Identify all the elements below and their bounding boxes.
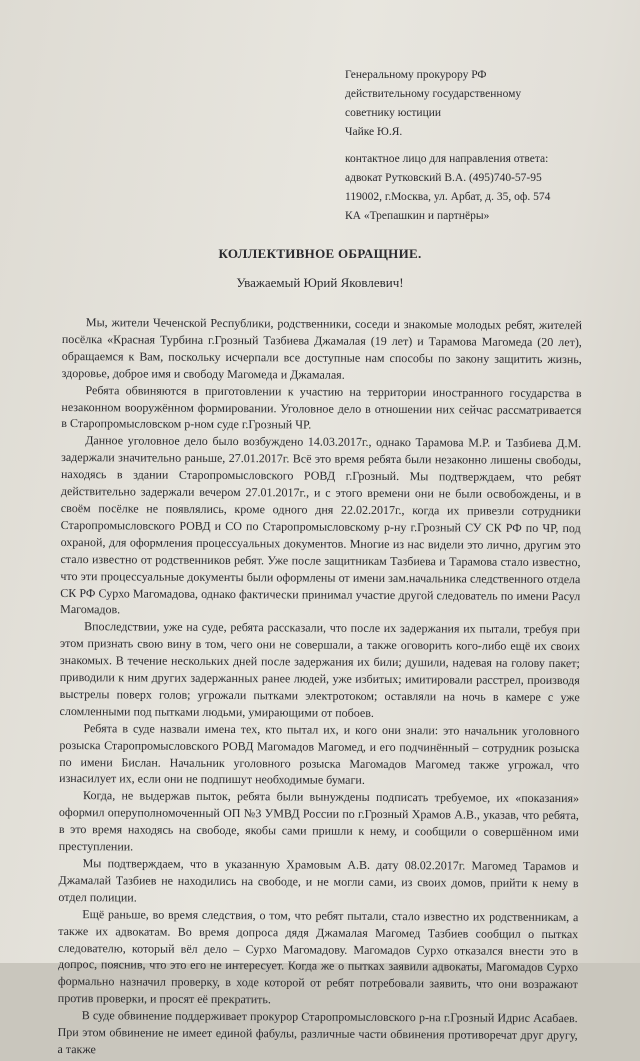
contact-line: КА «Трепашкин и партнёры» <box>345 210 490 222</box>
greeting: Уважаемый Юрий Яковлевич! <box>236 275 404 290</box>
addressee-line: Чайке Ю.Я. <box>345 126 403 138</box>
addressee-block <box>345 66 625 142</box>
contact-line: адвокат Рутковский В.А. (495)740-57-95 <box>345 172 542 184</box>
addressee-line: Генеральному прокурору РФ <box>345 69 487 81</box>
contact-line: 119002, г.Москва, ул. Арбат, д. 35, оф. 574 <box>345 191 551 203</box>
contact-block <box>345 150 630 226</box>
body-paragraph: Ребята в суде назвали имена тех, кто пытал их, и кого они знали: это начальник уголовного розыска Старопромысловского РОВД Магомадов Магомед, и его подчинённый – сотрудник розыска по имени Бислан. Начальник уголовного розыска Магомадов Магомед также угрожал, что изнасилует их, если они не подпишут необходимые бумаги. <box>59 720 580 788</box>
contact-line: контактное лицо для направления ответа: <box>345 153 549 165</box>
body-paragraph: В суде обвинение поддерживает прокурор Старопромысловского р-на г.Грозный Идрис Асабаев. При этом обвинение не имеет единой фабулы, различные части обвинения противоречат друг другу, а также <box>57 1008 578 1057</box>
body-paragraph: Ребята обвиняются в приготовлении к участию на территории иностранного государства в незаконном вооружённом формировании. Уголовное дело в отношении них сейчас рассматривается в Старопромысловском р-ном суде г.Грозный ЧР. <box>61 382 582 432</box>
body-paragraph: Данное уголовное дело было возбуждено 14.03.2017г., однако Тарамова М.Р. и Тазбиева Д.М. задержали значительно раньше, 27.01.2017г. Всё это время ребята были незаконно лишены свободы, находясь в здании Старопромысловского РОВД г.Грозный. Мы подтверждаем, что ребят действительно задержали вечером 27.01.2017г., и с этого времени они не были освобождены, и в своём посёлке не появлялись, кроме одного дня 22.02.2017г., когда их привезли сотрудники Старопромысловского РОВД и СО по Старопромысловскому р-ну г.Грозный СУ СК РФ по ЧР, под охраной, для оформления процессуальных документов. Многие из нас видели это лично, другим это стало известно от родственников ребят. Уже после защитникам Тазбиева и Тарамова стало известно, что эти процессуальные документы были оформлены от имени зам.начальника следственного отдела СК РФ Сурхо Магомадова, однако фактически принимал участие другой следователь по имени Расул Магомадов. <box>60 433 582 617</box>
body-paragraph: Ещё раньше, во время следствия, о том, что ребят пытали, стало известно их родственникам, а также их адвокатам. Во время допроса дядя Джамалая Магомед Тазбиев сообщил о пытках следователю, который вёл дело – Сурхо Магомадову. Магомадов Сурхо отказался внести это в допрос, пояснив, что это его не интересует. Когда же о пытках заявили адвокаты, Магомадов Сурхо формально назначил проверку, в ходе которой от ребят потребовали заявить, что они возражают против проверки, и просят её прекратить. <box>57 906 579 1007</box>
addressee-line: действительному государственному <box>345 88 522 100</box>
letter-body <box>57 314 582 1061</box>
body-paragraph: Когда, не выдержав пыток, ребята были вынуждены подписать требуемое, их «показания» оформил оперуполномоченный ОП №3 УМВД России по г.Грозный Храмов А.В., указав, что ребята, в это время находясь на свободе, якобы сами пришли к нему, и сообщили о совершённом ими преступлении. <box>58 788 580 854</box>
body-paragraph: Впоследствии, уже на суде, ребята рассказали, что после их задержания их пытали, требуя при этом признать свою вину в том, чего они не совершали, а также оговорить кого-либо ещё их своих знакомых. В течение нескольких дней после задержания их били; душили, надевая на голову пакет; приводили к ним других задержанных ранее людей, уже избитых; имитировали расстрел, производя выстрелы поверх голов; угрожали пытками электротоком; оставляли на ночь в камере с уже сломленными под пытками людьми, умирающими от побоев. <box>59 619 581 720</box>
body-paragraph: Мы, жители Чеченской Республики, родственники, соседи и знакомые молодых ребят, жителей посёлка «Красная Турбина г.Грозный Тазбиева Джамалая (19 лет) и Тарамова Магомеда (20 лет), обращаемся к Вам, поскольку исчерпали все доступные нам способы по закону защитить жизнь, здоровье, доброе имя и свободу Магомеда и Джамалая. <box>61 315 582 382</box>
body-paragraph: Мы подтверждаем, что в указанную Храмовым А.В. дату 08.02.2017г. Магомед Тарамов и Джамалай Тазбиев не находились на свободе, и не могли сами, из своих домов, прийти к нему в отдел полиции. <box>58 856 579 905</box>
addressee-line: советнику юстиции <box>345 107 442 119</box>
document-title: КОЛЛЕКТИВНОЕ ОБРАЩНИЕ. <box>218 246 422 261</box>
